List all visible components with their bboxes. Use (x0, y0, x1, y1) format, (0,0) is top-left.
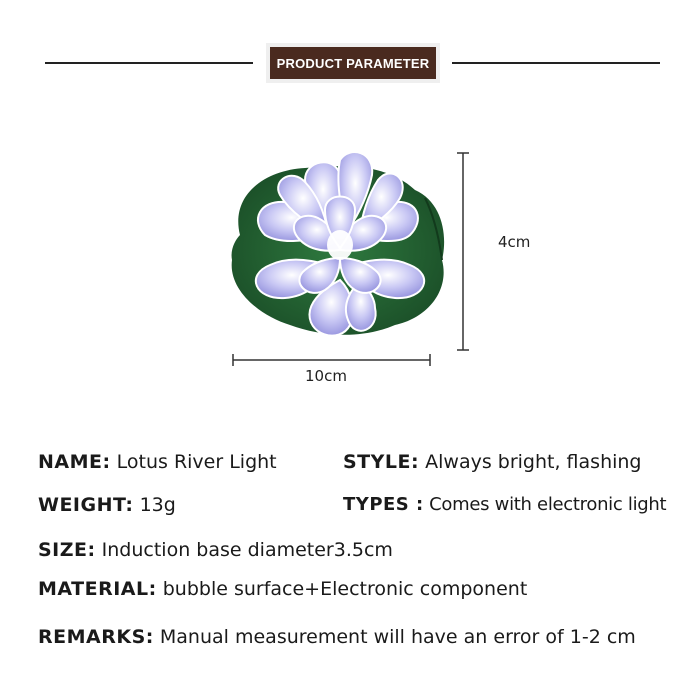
header-title: PRODUCT PARAMETER (270, 47, 436, 79)
spec-size-key: SIZE: (38, 539, 96, 561)
spec-material (38, 578, 527, 600)
spec-name-value: Lotus River Light (110, 451, 277, 473)
spec-style (343, 451, 642, 473)
width-label: 10cm (305, 367, 347, 385)
spec-name (38, 451, 277, 473)
spec-types-key: TYPES : (343, 494, 424, 515)
spec-remarks-key: REMARKS: (38, 626, 154, 648)
spec-size (38, 539, 393, 561)
spec-types (343, 494, 666, 515)
spec-remarks (38, 626, 636, 648)
spec-name-key: NAME: (38, 451, 111, 473)
spec-weight-value: 13g (133, 494, 176, 516)
spec-style-value: Always bright, flashing (419, 451, 642, 473)
spec-material-key: MATERIAL: (38, 578, 157, 600)
spec-weight (38, 494, 176, 516)
height-label: 4cm (498, 233, 531, 251)
spec-weight-key: WEIGHT: (38, 494, 134, 516)
spec-remarks-value: Manual measurement will have an error of 1-2 cm (153, 626, 636, 648)
spec-types-value: Comes with electronic light (423, 494, 667, 515)
spec-material-value: bubble surface+Electronic component (156, 578, 528, 600)
spec-size-value: Induction base diameter3.5cm (95, 539, 393, 561)
spec-style-key: STYLE: (343, 451, 420, 473)
